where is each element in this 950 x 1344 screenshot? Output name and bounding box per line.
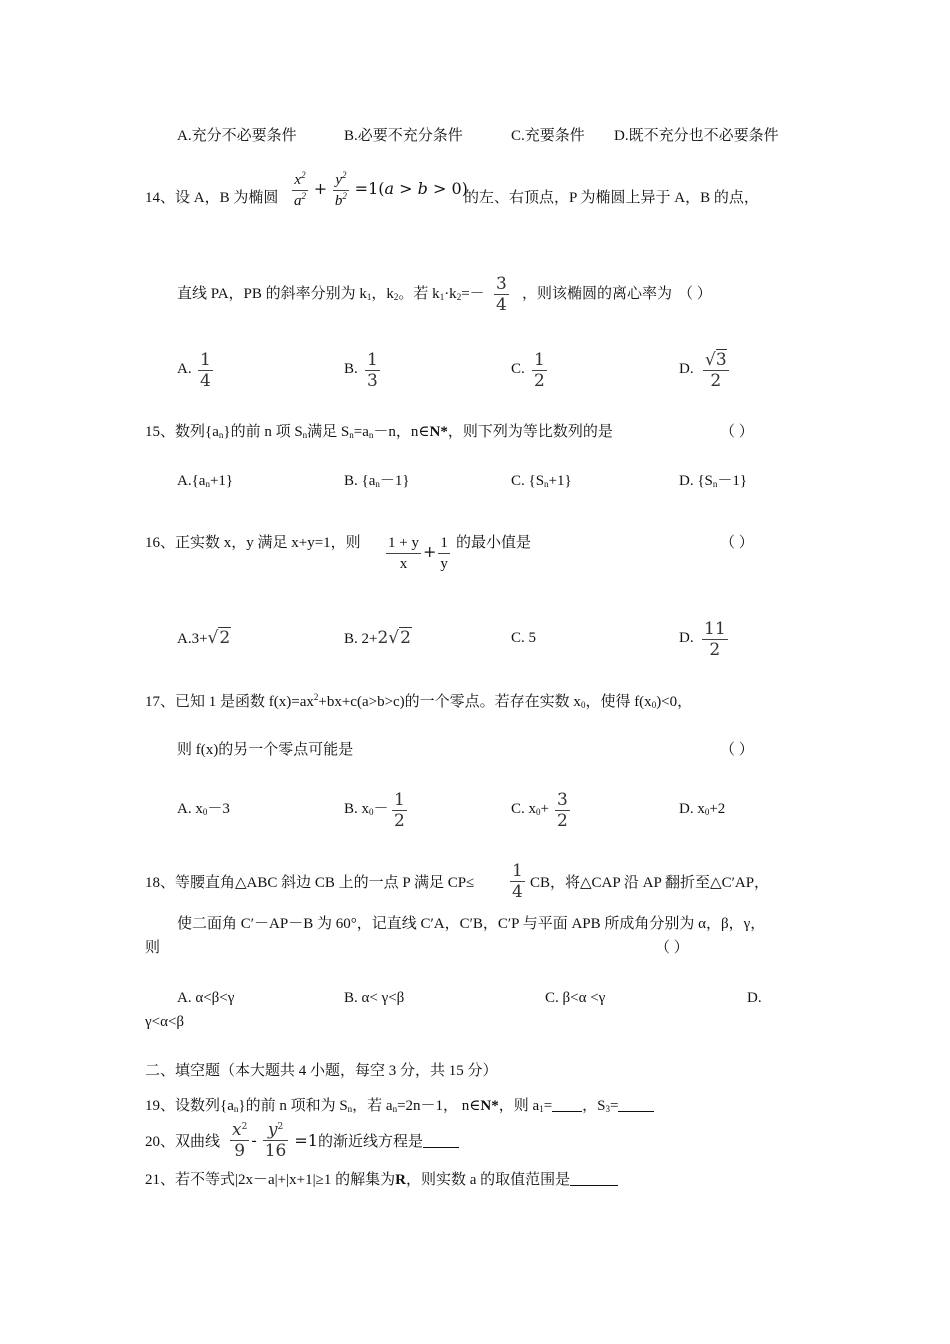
fraction-3-4: $\frac{3}{4}$ [496, 274, 507, 315]
q16-option-d: D. [679, 630, 694, 646]
q16-option-b: B. 2+2√2 [344, 628, 411, 648]
q18-option-c: C. β<α <γ [545, 990, 606, 1006]
q19-line: 19、设数列$\{a_n\}$的前 n 项和为 $S_n$，若 $a_n=2n-1$， n∈N*，则 $a_1=$ ，$S_3=$ [145, 1096, 654, 1116]
q13-option-a: A.充分不必要条件 [177, 128, 297, 144]
section-title: 二、填空题（本大题共 4 小题，每空 3 分，共 15 分） [145, 1063, 498, 1079]
answer-paren: （ ） [720, 535, 754, 551]
answer-blank[interactable] [570, 1171, 618, 1186]
q16-line: 16、正实数 x，y 满足 x+y=1，则 [145, 535, 361, 551]
q17-line1: 17、已知 1 是函数 $f(x)=ax^2+bx+c(a>b>c)$的一个零点。若存在实数 $x_0$，使得 $f(x_0)<0$， [145, 692, 693, 710]
q14-option-b: B. [344, 361, 358, 377]
fraction-3-2: $\frac{3}{2}$ [557, 790, 568, 831]
answer-blank[interactable] [423, 1133, 459, 1148]
answer-paren: （ ） [720, 742, 754, 758]
q17-option-a: A. $x_0-3$ [177, 801, 230, 817]
q17-option-c: C. $x_0+$ [511, 801, 549, 817]
answer-paren: （ ） [720, 424, 754, 440]
answer-blank[interactable] [552, 1097, 582, 1112]
answer-paren: （ ） [655, 940, 689, 956]
q14-line1: 14、设 A，B 为椭圆 [145, 190, 279, 206]
q14-line1-rest: 的左、右顶点，P 为椭圆上异于 A，B 的点， [464, 190, 759, 206]
fraction-y2-b2: $\frac{y^2}{b^2}$ [334, 170, 347, 209]
q15-option-b: B. $\{a_n-1\}$ [344, 473, 410, 489]
q18-line1-start: 18、等腰直角△ABC 斜边 CB 上的一点 P 满足 CP≤ [145, 875, 475, 891]
q16-option-c: C. 5 [511, 630, 537, 646]
fraction-1-2: $\frac{1}{2}$ [394, 790, 405, 831]
q17-option-d: D. $x_0+2$ [679, 801, 726, 817]
fraction-1-2: $\frac{1}{2}$ [534, 350, 545, 391]
q20-line-rest: 的渐近线方程是 [318, 1132, 459, 1152]
fraction-x2-a2: $\frac{x^2}{a^2}$ [294, 170, 306, 209]
expression-fraction: $\frac{1 + y}{x}$ + $\frac{1}{y}$ [388, 535, 448, 572]
answer-blank[interactable] [618, 1097, 654, 1112]
q18-option-b: B. α< γ<β [344, 990, 405, 1006]
hyperbola-equation: $\frac{x^2}{9}$ - $\frac{y^2}{16}$ =1 [232, 1120, 318, 1161]
q15-option-d: D. $\{S_n-1\}$ [679, 473, 748, 489]
fraction-1-3: $\frac{1}{3}$ [367, 350, 378, 391]
fraction-sqrt3-2: $\frac{√3}{2}$ [705, 350, 727, 391]
q13-option-d: D.既不充分也不必要条件 [614, 128, 779, 144]
q18-option-a: A. α<β<γ [177, 990, 235, 1006]
q18-line1-rest: CB，将△CAP 沿 AP 翻折至△C′AP， [530, 875, 770, 891]
fraction-1-4: $\frac{1}{4}$ [200, 350, 211, 391]
question-number: 14、 [145, 190, 176, 206]
q14-line2: 直线 PA，PB 的斜率分别为 $k_1$，$k_2$。若 $k_1\cdot k_2=-$ [177, 286, 485, 302]
q18-line3: 则 [145, 940, 161, 956]
q20-line-start: 20、双曲线 [145, 1134, 221, 1150]
q16-option-a: A.3+√2 [177, 628, 231, 648]
fraction-1-4: $\frac{1}{4}$ [512, 861, 523, 902]
q16-line-rest: 的最小值是 [456, 535, 532, 551]
q15-line: 15、数列$\{a_n\}$的前 n 项 $S_n$满足 $S_n=a_n-n$，n∈N*，则下列为等比数列的是 [145, 424, 613, 440]
q14-line2-rest: ，则该椭圆的离心率为 [522, 286, 673, 302]
q13-option-c: C.充要条件 [511, 128, 585, 144]
q21-line: 21、若不等式|2x－a|+|x+1|≥1 的解集为R，则实数 a 的取值范围是 [145, 1170, 618, 1190]
q17-option-b: B. $x_0-$ [344, 801, 389, 817]
answer-paren: （ ） [678, 286, 712, 302]
q18-option-d: D. [747, 990, 762, 1006]
q14-option-a: A. [177, 361, 192, 377]
q17-line2: 则 f(x)的另一个零点可能是 [177, 742, 354, 758]
q14-option-c: C. [511, 361, 525, 377]
fraction-11-2: $\frac{11}{2}$ [704, 619, 726, 660]
q18-line2: 使二面角 C′－AP－B 为 60°，记直线 C′A，C′B，C′P 与平面 APB 所成角分别为 α，β，γ， [177, 916, 766, 932]
ellipse-equation: $\frac{x^2}{a^2}$ + $\frac{y^2}{b^2}$ =1(a > b > 0) [294, 170, 468, 209]
q13-option-b: B.必要不充分条件 [344, 128, 463, 144]
q15-option-a: $A.\{a_n+1\}$ [177, 473, 234, 489]
q15-option-c: C. $\{S_n+1\}$ [511, 473, 572, 489]
q18-option-d-value: γ<α<β [145, 1014, 185, 1030]
q14-option-d: D. [679, 361, 694, 377]
